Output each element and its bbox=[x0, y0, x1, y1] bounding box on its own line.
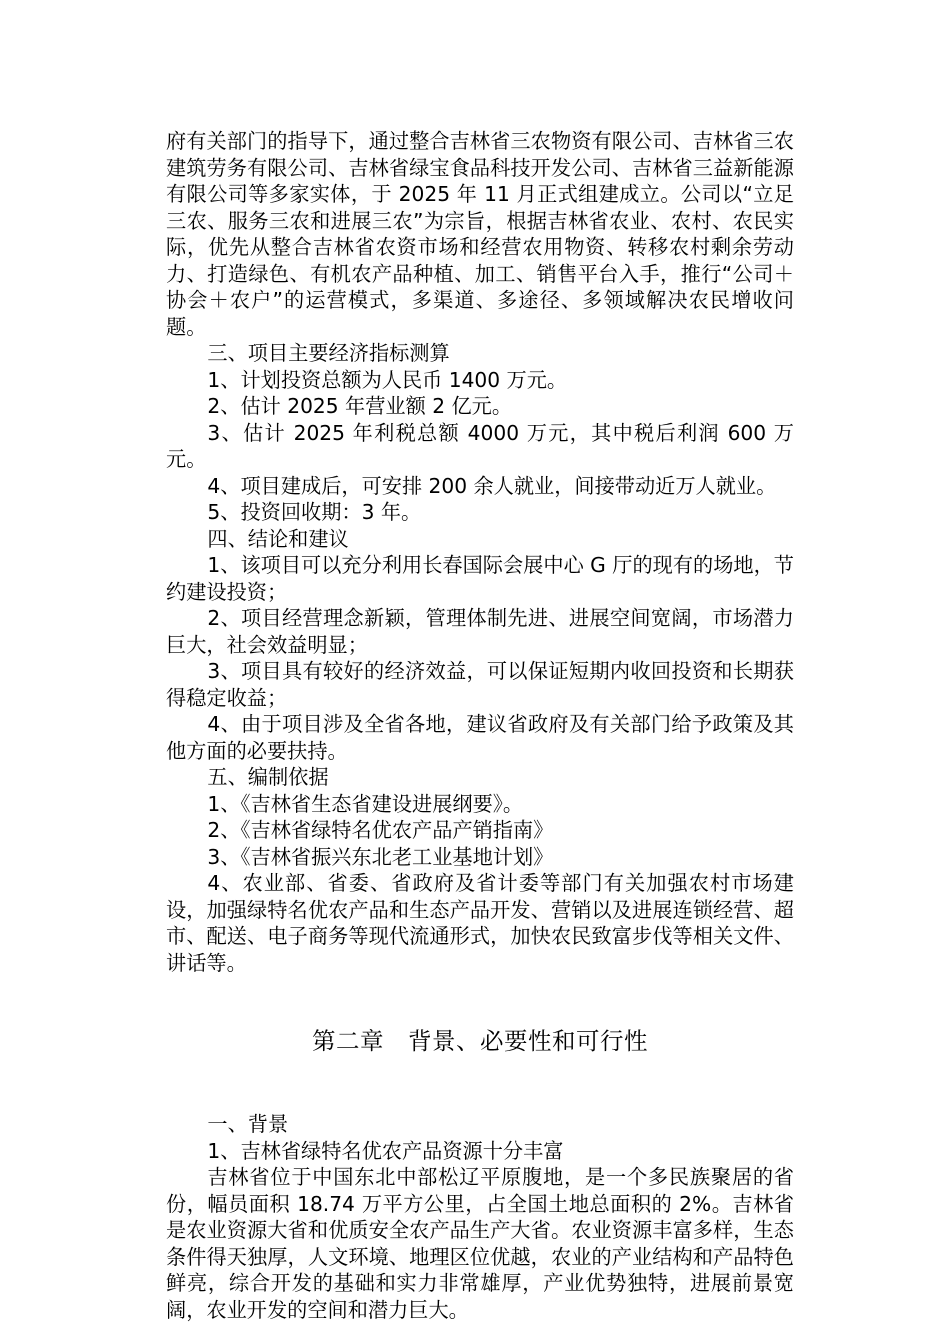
section-heading-conclusions: 四、结论和建议 bbox=[207, 526, 349, 551]
intro-paragraph: 府有关部门的指导下，通过整合吉林省三农物资有限公司、吉林省三农建筑劳务有限公司、吉林省绿宝食品科技开发公司、吉林省三益新能源有限公司等多家实体，于 2025 年 11 月正式组建成立。公司以“立足三农、服务三农和进展三农”为宗旨，根据吉林省农业、农村、农民实际，优先从整合吉林省农资市场和经营农用物资、转移农村剩余劳动力、打造绿色、有机农产品种植、加工、销售平台入手，推行“公司＋协会＋农户”的运营模式，多渠道、多途径、多领域解决农民增收问题。 bbox=[166, 129, 794, 339]
basis-item-2: 2、《吉林省绿特名优农产品产销指南》 bbox=[207, 818, 554, 842]
section-heading-basis: 五、编制依据 bbox=[207, 765, 329, 789]
indicator-item-5: 5、投资回收期：3 年。 bbox=[207, 500, 422, 524]
basis-item-4: 4、农业部、省委、省政府及省计委等部门有关加强农村市场建设，加强绿特名优农产品和生态产品开发、营销以及进展连锁经营、超市、配送、电子商务等现代流通形式，加快农民致富步伐等相关文件、讲话等。 bbox=[166, 871, 794, 975]
background-paragraph: 吉林省位于中国东北中部松辽平原腹地，是一个多民族聚居的省份，幅员面积 18.74 万平方公里，占全国土地总面积的 2%。吉林省是农业资源大省和优质安全农产品生产大省。农业资源丰富多样，生态条件得天独厚，人文环境、地理区位优越，农业的产业结构和产品特色鲜亮，综合开发的基础和实力非常雄厚，产业优势独特，进展前景宽阔，农业开发的空间和潜力巨大。 bbox=[166, 1165, 794, 1322]
basis-item-1: 1、《吉林省生态省建设进展纲要》。 bbox=[207, 791, 524, 816]
indicator-item-4: 4、项目建成后，可安排 200 余人就业，间接带动近万人就业。 bbox=[207, 473, 777, 498]
subsection-heading-resources: 1、吉林省绿特名优农产品资源十分丰富 bbox=[207, 1138, 564, 1163]
indicator-item-1: 1、计划投资总额为人民币 1400 万元。 bbox=[207, 367, 568, 392]
document-body bbox=[166, 128, 794, 1323]
conclusion-item-1: 1、该项目可以充分利用长春国际会展中心 G 厅的现有的场地，节约建设投资； bbox=[166, 553, 794, 604]
conclusion-item-3: 3、项目具有较好的经济效益，可以保证短期内收回投资和长期获得稳定收益； bbox=[166, 659, 794, 710]
chapter-title: 第二章 背景、必要性和可行性 bbox=[312, 1027, 648, 1055]
basis-item-3: 3、《吉林省振兴东北老工业基地计划》 bbox=[207, 844, 554, 869]
section-heading-indicators: 三、项目主要经济指标测算 bbox=[207, 341, 450, 365]
conclusion-item-2: 2、项目经营理念新颖，管理体制先进、进展空间宽阔，市场潜力巨大，社会效益明显； bbox=[166, 606, 794, 657]
conclusion-item-4: 4、由于项目涉及全省各地，建议省政府及有关部门给予政策及其他方面的必要扶持。 bbox=[166, 712, 794, 763]
indicator-item-3: 3、估计 2025 年利税总额 4000 万元，其中税后利润 600 万元。 bbox=[166, 420, 794, 471]
section-spacer bbox=[166, 1057, 794, 1111]
indicator-item-2: 2、估计 2025 年营业额 2 亿元。 bbox=[207, 394, 513, 418]
section-heading-background: 一、背景 bbox=[207, 1112, 289, 1136]
